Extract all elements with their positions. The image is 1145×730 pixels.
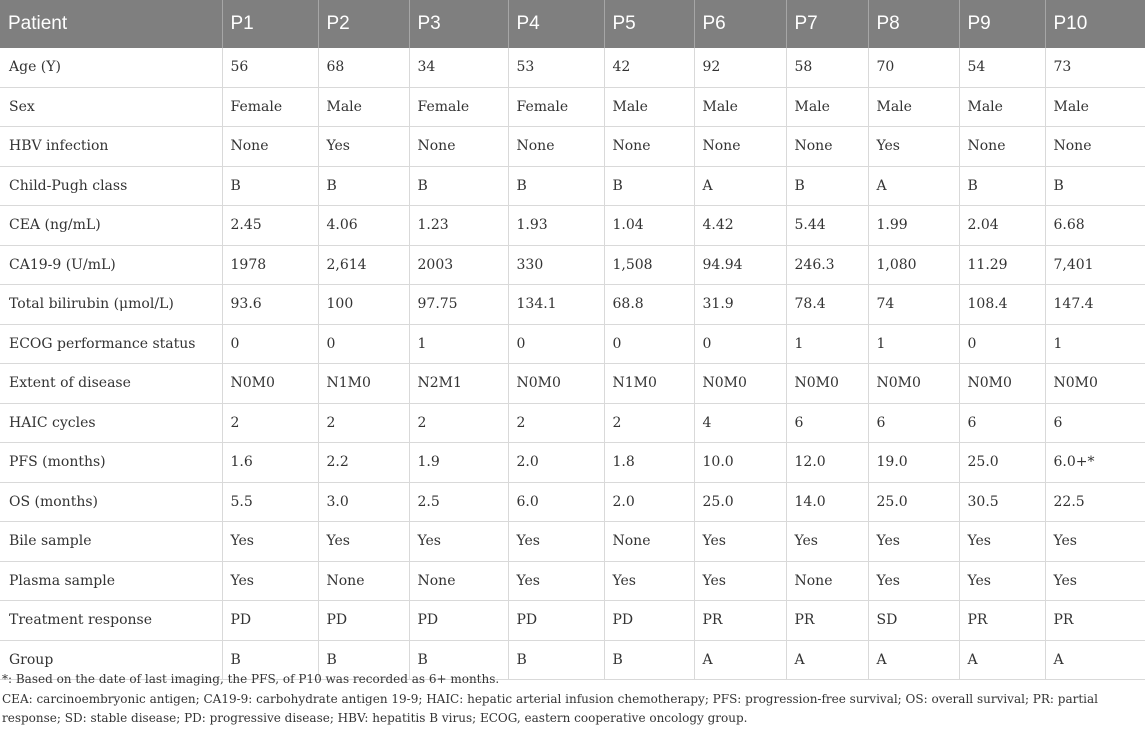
table-cell: A <box>868 166 959 206</box>
table-cell: 2 <box>318 403 409 443</box>
table-cell: 92 <box>694 48 786 87</box>
table-cell: A <box>868 640 959 680</box>
table-cell: None <box>786 561 868 601</box>
table-cell: 2.0 <box>508 443 604 483</box>
table-cell: 1.6 <box>222 443 318 483</box>
table-cell: B <box>409 166 508 206</box>
table-cell: 6 <box>959 403 1045 443</box>
table-cell: Female <box>409 87 508 127</box>
table-row <box>0 601 1145 641</box>
table-cell: 5.44 <box>786 206 868 246</box>
table-cell: None <box>1045 127 1145 167</box>
table-cell: 78.4 <box>786 285 868 325</box>
table-cell: 94.94 <box>694 245 786 285</box>
table-row <box>0 166 1145 206</box>
table-cell: 0 <box>959 324 1045 364</box>
table-cell: PD <box>604 601 694 641</box>
table-cell: 1.23 <box>409 206 508 246</box>
table-cell: 330 <box>508 245 604 285</box>
table-cell: B <box>786 166 868 206</box>
table-cell: 31.9 <box>694 285 786 325</box>
table-cell: Yes <box>604 561 694 601</box>
table-cell: SD <box>868 601 959 641</box>
table-cell: Yes <box>318 127 409 167</box>
table-cell: Male <box>868 87 959 127</box>
header-cell: P6 <box>694 0 786 48</box>
table-cell: B <box>409 640 508 680</box>
row-label-cell: PFS (months) <box>0 443 222 483</box>
table-cell: N0M0 <box>694 364 786 404</box>
table-cell: PD <box>409 601 508 641</box>
table-cell: 5.5 <box>222 482 318 522</box>
table-cell: 2.0 <box>604 482 694 522</box>
table-cell: None <box>318 561 409 601</box>
row-label-cell: Bile sample <box>0 522 222 562</box>
table-cell: A <box>694 166 786 206</box>
table-cell: 1,080 <box>868 245 959 285</box>
table-cell: 68 <box>318 48 409 87</box>
table-row <box>0 48 1145 87</box>
table-cell: 25.0 <box>868 482 959 522</box>
table-cell: 34 <box>409 48 508 87</box>
table-cell: Yes <box>868 561 959 601</box>
table-cell: Yes <box>868 127 959 167</box>
table-cell: B <box>508 166 604 206</box>
table-cell: 6 <box>1045 403 1145 443</box>
table-cell: 1978 <box>222 245 318 285</box>
table-cell: Female <box>508 87 604 127</box>
table-row <box>0 324 1145 364</box>
table-row <box>0 245 1145 285</box>
table-cell: N1M0 <box>318 364 409 404</box>
table-cell: None <box>959 127 1045 167</box>
table-cell: 2.5 <box>409 482 508 522</box>
table-cell: B <box>318 166 409 206</box>
table-cell: 10.0 <box>694 443 786 483</box>
header-cell: P9 <box>959 0 1045 48</box>
table-cell: 2,614 <box>318 245 409 285</box>
table-cell: PR <box>1045 601 1145 641</box>
table-cell: Yes <box>959 522 1045 562</box>
header-cell: P4 <box>508 0 604 48</box>
table-cell: 0 <box>318 324 409 364</box>
row-label-cell: HAIC cycles <box>0 403 222 443</box>
table-cell: 2 <box>508 403 604 443</box>
table-cell: A <box>694 640 786 680</box>
table-cell: PR <box>786 601 868 641</box>
table-row <box>0 364 1145 404</box>
table-cell: 1.04 <box>604 206 694 246</box>
table-footnotes <box>0 670 1140 729</box>
table-cell: N0M0 <box>786 364 868 404</box>
row-label-cell: Group <box>0 640 222 680</box>
table-cell: 2.04 <box>959 206 1045 246</box>
table-cell: N0M0 <box>868 364 959 404</box>
header-cell: P7 <box>786 0 868 48</box>
table-row <box>0 482 1145 522</box>
table-body <box>0 48 1145 680</box>
table-cell: 1 <box>786 324 868 364</box>
table-cell: 246.3 <box>786 245 868 285</box>
table-cell: Yes <box>222 522 318 562</box>
table-cell: Yes <box>1045 561 1145 601</box>
table-cell: A <box>959 640 1045 680</box>
table-cell: 30.5 <box>959 482 1045 522</box>
table-cell: 1.9 <box>409 443 508 483</box>
table-cell: Yes <box>694 522 786 562</box>
table-cell: B <box>604 166 694 206</box>
table-cell: Male <box>694 87 786 127</box>
table-cell: 2 <box>604 403 694 443</box>
table-cell: 6.68 <box>1045 206 1145 246</box>
table-cell: Male <box>604 87 694 127</box>
table-row <box>0 561 1145 601</box>
table-cell: 11.29 <box>959 245 1045 285</box>
table-cell: Male <box>786 87 868 127</box>
table-row <box>0 522 1145 562</box>
table-cell: B <box>508 640 604 680</box>
table-cell: None <box>604 127 694 167</box>
table-cell: 73 <box>1045 48 1145 87</box>
table-cell: N0M0 <box>959 364 1045 404</box>
header-cell: P2 <box>318 0 409 48</box>
table-cell: B <box>222 166 318 206</box>
table-cell: N0M0 <box>508 364 604 404</box>
table-cell: N0M0 <box>1045 364 1145 404</box>
table-cell: 74 <box>868 285 959 325</box>
table-cell: PD <box>508 601 604 641</box>
table-cell: Yes <box>222 561 318 601</box>
header-cell: P3 <box>409 0 508 48</box>
table-cell: None <box>222 127 318 167</box>
table-cell: 19.0 <box>868 443 959 483</box>
row-label-cell: ECOG performance status <box>0 324 222 364</box>
header-cell: P1 <box>222 0 318 48</box>
table-cell: 7,401 <box>1045 245 1145 285</box>
table-cell: 4.42 <box>694 206 786 246</box>
table-cell: 2.2 <box>318 443 409 483</box>
table-cell: 100 <box>318 285 409 325</box>
table-cell: 1.8 <box>604 443 694 483</box>
row-label-cell: Age (Y) <box>0 48 222 87</box>
row-label-cell: Plasma sample <box>0 561 222 601</box>
table-cell: Yes <box>1045 522 1145 562</box>
table-cell: B <box>222 640 318 680</box>
table-cell: 56 <box>222 48 318 87</box>
row-label-cell: Treatment response <box>0 601 222 641</box>
table-cell: 1 <box>868 324 959 364</box>
header-cell: P5 <box>604 0 694 48</box>
row-label-cell: HBV infection <box>0 127 222 167</box>
table-cell: 2 <box>222 403 318 443</box>
table-cell: 1 <box>409 324 508 364</box>
footnote-pfs: *: Based on the date of last imaging, the PFS, of P10 was recorded as 6+ months. <box>2 672 500 686</box>
table-cell: N0M0 <box>222 364 318 404</box>
table-cell: 4.06 <box>318 206 409 246</box>
row-label-cell: Total bilirubin (μmol/L) <box>0 285 222 325</box>
table-cell: 3.0 <box>318 482 409 522</box>
table-cell: 53 <box>508 48 604 87</box>
table-cell: Male <box>318 87 409 127</box>
header-cell: P8 <box>868 0 959 48</box>
table-cell: A <box>786 640 868 680</box>
table-cell: Yes <box>959 561 1045 601</box>
table-cell: 2.45 <box>222 206 318 246</box>
table-cell: 14.0 <box>786 482 868 522</box>
table-cell: 134.1 <box>508 285 604 325</box>
table-cell: Male <box>1045 87 1145 127</box>
table-cell: None <box>694 127 786 167</box>
table-row <box>0 403 1145 443</box>
table-cell: B <box>1045 166 1145 206</box>
table-cell: B <box>959 166 1045 206</box>
row-label-cell: OS (months) <box>0 482 222 522</box>
table-cell: None <box>409 561 508 601</box>
table-cell: 12.0 <box>786 443 868 483</box>
table-cell: 0 <box>604 324 694 364</box>
table-cell: PR <box>959 601 1045 641</box>
table-cell: 1.99 <box>868 206 959 246</box>
table-cell: 6.0 <box>508 482 604 522</box>
table-cell: 25.0 <box>694 482 786 522</box>
table-cell: Yes <box>318 522 409 562</box>
table-row <box>0 443 1145 483</box>
header-cell: Patient <box>0 0 222 48</box>
table-cell: None <box>508 127 604 167</box>
table-cell: 1 <box>1045 324 1145 364</box>
table-cell: Yes <box>868 522 959 562</box>
table-cell: 108.4 <box>959 285 1045 325</box>
row-label-cell: Sex <box>0 87 222 127</box>
table-cell: PR <box>694 601 786 641</box>
table-cell: PD <box>222 601 318 641</box>
table-cell: None <box>786 127 868 167</box>
table-cell: B <box>318 640 409 680</box>
table-row <box>0 87 1145 127</box>
table-cell: A <box>1045 640 1145 680</box>
table-cell: Yes <box>508 561 604 601</box>
table-cell: PD <box>318 601 409 641</box>
header-cell: P10 <box>1045 0 1145 48</box>
row-label-cell: CEA (ng/mL) <box>0 206 222 246</box>
table-cell: None <box>409 127 508 167</box>
table-cell: Yes <box>786 522 868 562</box>
table-cell: None <box>604 522 694 562</box>
table-cell: 93.6 <box>222 285 318 325</box>
table-cell: 42 <box>604 48 694 87</box>
table-cell: Female <box>222 87 318 127</box>
table-header-row <box>0 0 1145 48</box>
table-cell: 4 <box>694 403 786 443</box>
table-cell: Male <box>959 87 1045 127</box>
table-cell: 70 <box>868 48 959 87</box>
table-row <box>0 206 1145 246</box>
table-cell: 0 <box>694 324 786 364</box>
table-cell: 6 <box>786 403 868 443</box>
table-cell: Yes <box>409 522 508 562</box>
table-cell: 97.75 <box>409 285 508 325</box>
table-cell: 54 <box>959 48 1045 87</box>
table-cell: 6 <box>868 403 959 443</box>
table-cell: B <box>604 640 694 680</box>
table-cell: 6.0+* <box>1045 443 1145 483</box>
table-row <box>0 127 1145 167</box>
table-cell: 1,508 <box>604 245 694 285</box>
table-cell: 2 <box>409 403 508 443</box>
row-label-cell: Child-Pugh class <box>0 166 222 206</box>
table-cell: 147.4 <box>1045 285 1145 325</box>
table-cell: 0 <box>508 324 604 364</box>
table-cell: 68.8 <box>604 285 694 325</box>
table-row <box>0 285 1145 325</box>
row-label-cell: Extent of disease <box>0 364 222 404</box>
table-cell: 22.5 <box>1045 482 1145 522</box>
table-cell: Yes <box>694 561 786 601</box>
table-cell: 58 <box>786 48 868 87</box>
table-cell: 0 <box>222 324 318 364</box>
table-cell: N2M1 <box>409 364 508 404</box>
table-cell: 2003 <box>409 245 508 285</box>
table-cell: Yes <box>508 522 604 562</box>
table-cell: 25.0 <box>959 443 1045 483</box>
row-label-cell: CA19-9 (U/mL) <box>0 245 222 285</box>
table-cell: 1.93 <box>508 206 604 246</box>
table-cell: N1M0 <box>604 364 694 404</box>
footnote-abbreviations: CEA: carcinoembryonic antigen; CA19-9: carbohydrate antigen 19-9; HAIC: hepatic arterial infusion chemotherapy; PFS: progression-free survival; OS: overall survival; PR: partial response; SD: stable disease; PD: progressive disease; HBV: hepatitis B virus; ECOG, eastern cooperative oncology group. <box>2 691 1099 725</box>
